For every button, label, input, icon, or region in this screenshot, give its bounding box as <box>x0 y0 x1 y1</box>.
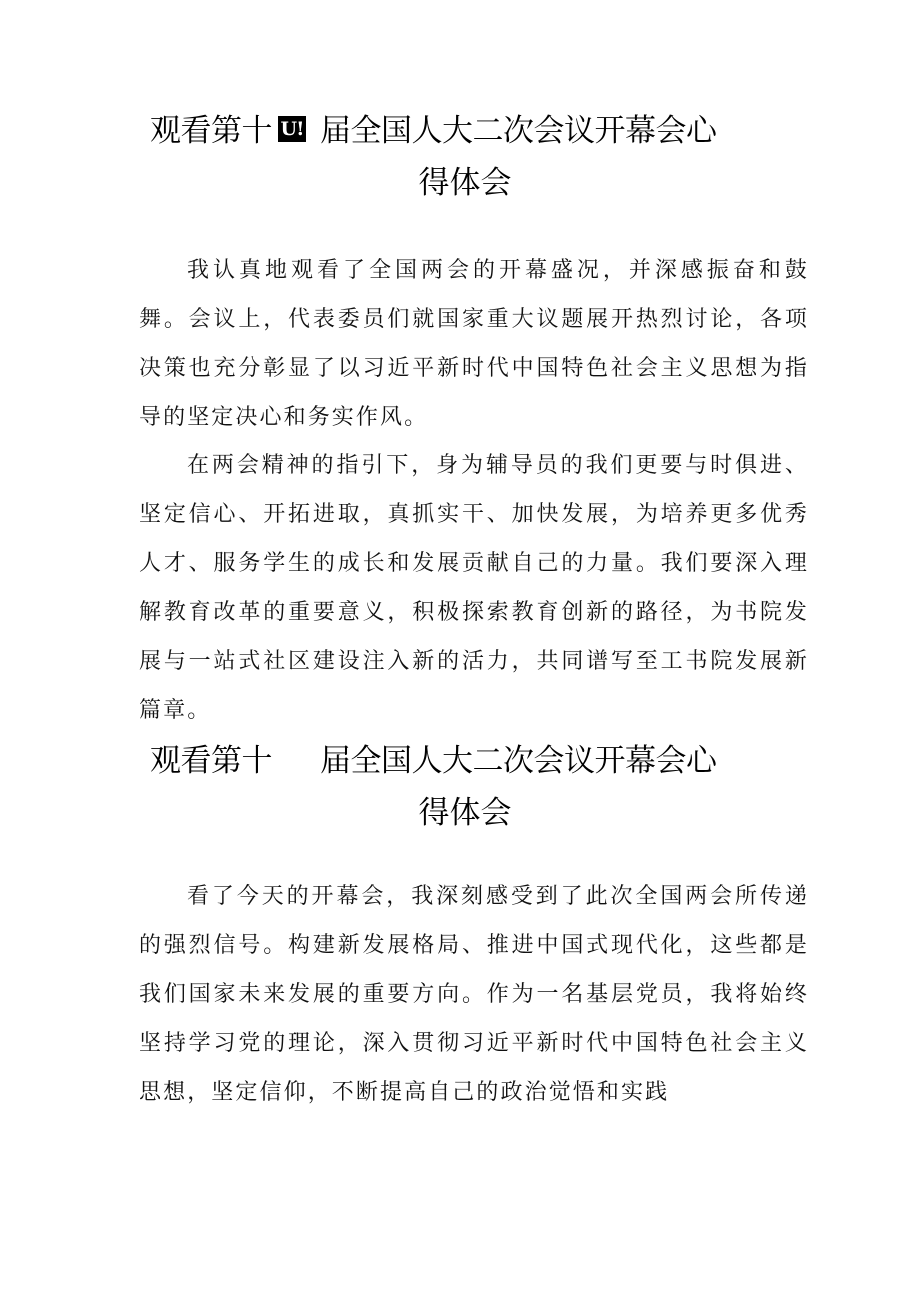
section-1-title-line1 <box>150 108 717 154</box>
section-1-title-part1: 观看第十 <box>150 113 272 149</box>
title-gap <box>272 748 320 778</box>
section-2-title-line2: 得体会 <box>418 795 512 831</box>
section-2-paragraph-1: 看了今天的开幕会，我深刻感受到了此次全国两会所传递的强烈信号。构建新发展格局、推进中国式现代化，这些都是我们国家未来发展的重要方向。作为一名基层党员，我将始终坚持学习党的理论，深入贯彻习近平新时代中国特色社会主义思想，坚定信仰，不断提高自己的政治觉悟和实践 <box>139 884 809 1105</box>
section-2-title-part2: 届全国人大二次会议开幕会心 <box>320 743 717 779</box>
section-2-title-part1: 观看第十 <box>150 743 272 779</box>
title-glyph-mark: U! <box>278 116 306 142</box>
section-1-paragraph-1: 我认真地观看了全国两会的开幕盛况，并深感振奋和鼓舞。会议上，代表委员们就国家重大议题展开热烈讨论，各项决策也充分彰显了以习近平新时代中国特色社会主义思想为指导的坚定决心和务实作风。 <box>139 258 809 430</box>
section-1-paragraph-2: 在两会精神的指引下，身为辅导员的我们更要与时俱进、坚定信心、开拓进取，真抓实干、加快发展，为培养更多优秀人才、服务学生的成长和发展贡献自己的力量。我们要深入理解教育改革的重要意义，积极探索教育创新的路径，为书院发展与一站式社区建设注入新的活力，共同谱写至工书院发展新篇章。 <box>139 453 809 723</box>
title-gap <box>272 118 320 148</box>
section-2-title-line1 <box>150 738 717 784</box>
section-1-title-part2: 届全国人大二次会议开幕会心 <box>320 113 717 149</box>
section-1-title-line2: 得体会 <box>418 165 512 201</box>
